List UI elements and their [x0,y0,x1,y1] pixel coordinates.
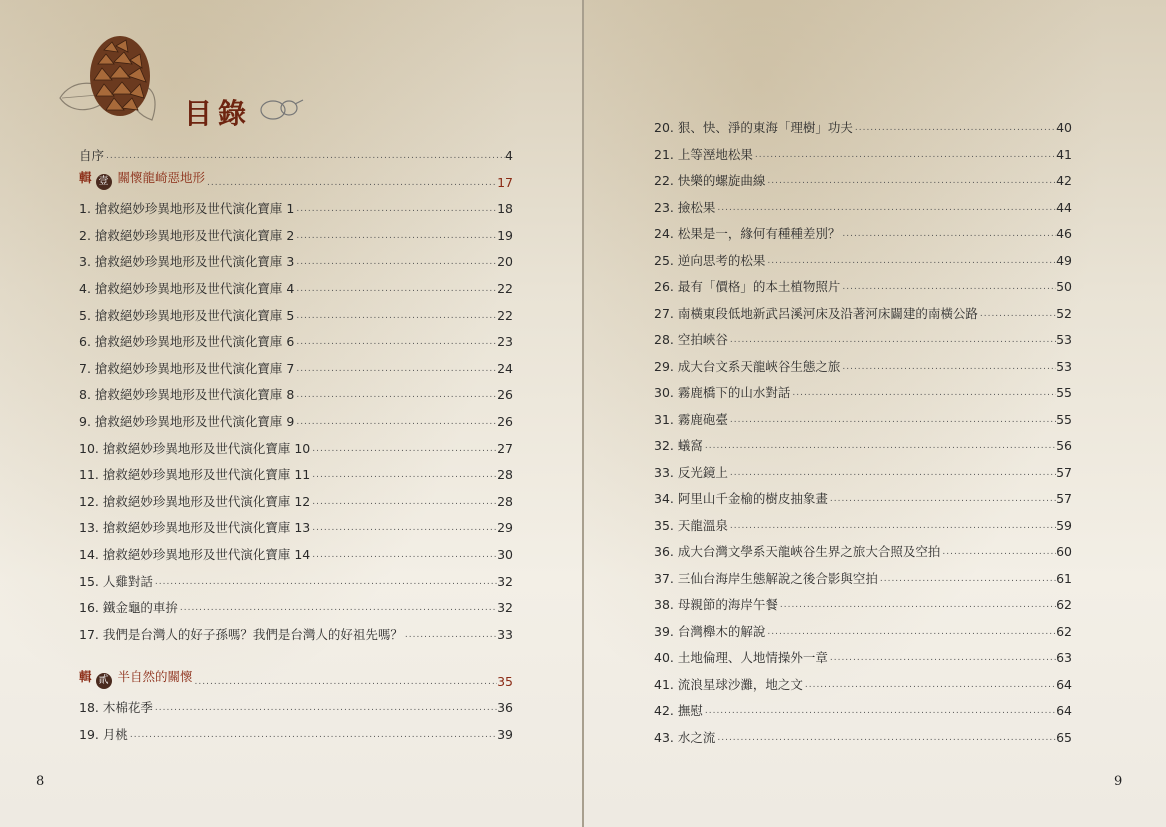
toc-page-number: 53 [1056,332,1072,347]
toc-entry-title: 1. 搶救絕妙珍異地形及世代演化寶庫 1 [79,201,295,217]
toc-entry-title: 35. 天龍溫泉 [654,517,728,533]
toc-row[interactable] [654,696,1072,718]
toc-entry-title: 4. 搶救絕妙珍異地形及世代演化寶庫 4 [79,281,295,296]
toc-row[interactable] [654,537,1072,559]
toc-entry-title: 15. 人雞對話 [79,573,153,589]
toc-page-number: 24 [497,360,513,376]
toc-section-row[interactable] [79,168,513,190]
toc-entry-title: 21. 上等溼地松果 [654,146,753,162]
toc-page-number: 42 [1056,173,1072,188]
dot-leader [294,416,497,428]
toc-entry-title: 9. 搶救絕妙珍異地形及世代演化寶庫 9 [79,414,295,429]
toc-row[interactable] [79,693,513,715]
toc-page-number: 28 [497,493,513,509]
dot-leader [753,149,1056,161]
toc-entry-title: 43. 水之流 [654,729,716,745]
toc-entry-title: 31. 霧鹿砲臺 [654,411,728,427]
toc-page-number: 44 [1056,199,1072,215]
toc-row[interactable] [654,219,1072,241]
toc-row[interactable] [79,720,513,742]
toc-row[interactable] [79,407,513,429]
dot-leader [790,387,1056,399]
toc-page-number: 55 [1056,385,1072,400]
dot-leader [828,493,1056,505]
toc-page-number: 19 [497,227,513,243]
dot-leader [765,255,1056,267]
section-title: 半自然的關懷 [117,669,193,684]
dot-leader [878,573,1056,585]
dot-leader [294,230,497,242]
dot-leader [728,414,1056,426]
toc-page-number: 46 [1056,226,1072,241]
toc-page-number: 33 [497,626,513,642]
toc-entry-title: 30. 霧鹿橋下的山水對話 [654,385,791,400]
dot-leader [294,389,497,401]
toc-page-number: 41 [1056,146,1072,162]
toc-entry-title: 22. 快樂的螺旋曲線 [654,173,766,188]
dot-leader [310,443,497,455]
dot-leader [294,336,497,348]
section-title: 關懷龍崎惡地形 [117,169,206,185]
toc-entry-title: 29. 成大台文系天龍峽谷生態之旅 [654,358,841,374]
toc-page-number: 55 [1056,411,1072,427]
toc-row[interactable] [79,141,513,163]
toc-row[interactable] [654,140,1072,162]
toc-entry-title: 17. 我們是台灣人的好子孫嗎？我們是台灣人的好祖先嗎？ [79,626,403,642]
toc-page-number: 17 [497,174,513,190]
toc-page-number: 53 [1056,358,1072,374]
toc-entry-title: 25. 逆向思考的松果 [654,252,766,268]
toc-row[interactable] [654,405,1072,427]
toc-row[interactable] [654,193,1072,215]
toc-page-number: 64 [1056,703,1072,718]
toc-row[interactable] [654,617,1072,639]
section-label: 輯 [79,669,92,684]
dot-leader [853,122,1056,134]
dot-leader [294,283,497,295]
toc-page-number: 28 [497,467,513,483]
toc-page-number: 57 [1056,464,1072,480]
toc-page-number: 39 [497,727,513,742]
toc-row[interactable] [654,643,1072,665]
dot-leader [104,150,505,162]
toc-row[interactable] [654,670,1072,692]
toc-entry-title: 12. 搶救絕妙珍異地形及世代演化寶庫 12 [79,493,311,509]
pine-cone-icon [52,28,172,128]
toc-entry-title: 37. 三仙台海岸生態解說之後合影與空拍 [654,570,878,586]
dot-leader [294,363,497,375]
left-page [0,0,582,827]
page-number: 8 [36,774,45,789]
toc-entry-title: 8. 搶救絕妙珍異地形及世代演化寶庫 8 [79,387,295,403]
toc-page-number: 4 [505,148,513,163]
toc-entry-title: 33. 反光鏡上 [654,464,728,480]
toc-entry-title: 10. 搶救絕妙珍異地形及世代演化寶庫 10 [79,440,311,456]
dot-leader [153,702,497,714]
toc-page-number: 40 [1056,120,1072,135]
toc-entry-title: 26. 最有「價格」的本土植物照片 [654,279,841,294]
section-badge: 壹 [96,174,112,190]
dot-leader [294,256,497,268]
toc-row[interactable] [79,620,513,642]
toc-page-number: 30 [497,547,513,562]
toc-row[interactable] [79,593,513,615]
toc-row[interactable] [654,378,1072,400]
toc-page-number: 32 [497,600,513,616]
toc-row[interactable] [79,380,513,402]
dot-leader [728,520,1056,532]
toc-row[interactable] [654,113,1072,135]
dot-leader [310,469,497,481]
toc-entry-title: 20. 狠、快、淨的東海「理樹」功夫 [654,120,853,135]
toc-entry-title: 39. 台灣櫸木的解說 [654,623,766,639]
toc-row[interactable] [654,590,1072,612]
toc-entry-title: 42. 撫慰 [654,703,703,718]
toc-row[interactable] [654,458,1072,480]
toc-page-number: 26 [497,387,513,403]
toc-entry-title: 5. 搶救絕妙珍異地形及世代演化寶庫 5 [79,307,295,323]
toc-row[interactable] [79,487,513,509]
toc-row[interactable] [79,513,513,535]
toc-row[interactable] [79,301,513,323]
dot-leader [294,203,497,215]
toc-page-number: 49 [1056,252,1072,268]
toc-row[interactable] [79,460,513,482]
toc-entry-title: 18. 木棉花季 [79,700,153,715]
toc-row[interactable] [654,723,1072,745]
dot-leader [765,175,1056,187]
toc-row[interactable] [654,299,1072,321]
toc-row[interactable] [654,564,1072,586]
toc-row[interactable] [79,247,513,269]
toc-entry-title: 3. 搶救絕妙珍異地形及世代演化寶庫 3 [79,254,295,270]
toc-row[interactable] [79,354,513,376]
toc-page-number: 50 [1056,279,1072,294]
toc-page-number: 35 [497,674,513,689]
dot-leader [715,732,1056,744]
dot-leader [703,440,1056,452]
toc-row[interactable] [654,431,1072,453]
toc-page-number: 65 [1056,729,1072,745]
toc-page-number: 64 [1056,676,1072,692]
toc-entry-title: 27. 南橫東段低地新武呂溪河床及沿著河床闢建的南橫公路 [654,305,978,321]
toc-page-number: 36 [497,700,513,715]
toc-section-title [79,670,193,689]
section-label: 輯 [79,169,92,185]
dot-leader [205,177,497,189]
dot-leader [128,729,497,741]
dot-leader [153,576,497,588]
toc-section-title [79,171,205,190]
toc-page-number: 32 [497,573,513,589]
dot-leader [703,705,1056,717]
toc-entry-title: 38. 母親節的海岸午餐 [654,597,778,612]
toc-page-number: 23 [497,334,513,350]
toc-entry-title: 11. 搶救絕妙珍異地形及世代演化寶庫 11 [79,467,311,483]
dot-leader [193,676,498,688]
dot-leader [778,599,1056,611]
toc-page-number: 52 [1056,305,1072,321]
page-number: 9 [1114,774,1123,789]
dot-leader [940,546,1056,558]
dot-leader [403,629,497,641]
toc-page-number: 56 [1056,438,1072,453]
toc-page-number: 57 [1056,491,1072,506]
acorn-icon [255,96,305,122]
dot-leader [310,549,497,561]
toc-entry-title: 23. 撿松果 [654,199,716,215]
toc-entry-title: 34. 阿里山千金榆的樹皮抽象畫 [654,491,828,506]
toc-entry-title: 13. 搶救絕妙珍異地形及世代演化寶庫 13 [79,520,311,536]
toc-entry-title: 19. 月桃 [79,727,128,742]
toc-page-number: 27 [497,440,513,456]
toc-row[interactable] [654,484,1072,506]
toc-page-number: 22 [497,281,513,296]
toc-row[interactable] [654,246,1072,268]
dot-leader [715,202,1056,214]
right-page [584,0,1166,827]
toc-entry-title: 24. 松果是一，緣何有種種差別？ [654,226,841,241]
toc-page-number: 61 [1056,570,1072,586]
toc-row[interactable] [79,274,513,296]
toc-page-number: 22 [497,307,513,323]
toc-page-number: 63 [1056,650,1072,665]
dot-leader [840,281,1056,293]
dot-leader [803,679,1056,691]
dot-leader [178,602,497,614]
dot-leader [728,467,1056,479]
toc-entry-title: 7. 搶救絕妙珍異地形及世代演化寶庫 7 [79,360,295,376]
dot-leader [310,522,497,534]
toc-row[interactable] [654,166,1072,188]
dot-leader [840,361,1056,373]
toc-page-number: 20 [497,254,513,270]
toc-row[interactable] [654,511,1072,533]
page-title: 目錄 [184,97,253,130]
toc-page-number: 62 [1056,623,1072,639]
toc-row[interactable] [79,221,513,243]
toc-entry-title: 41. 流浪星球沙灘，地之文 [654,676,803,692]
toc-entry-title: 40. 土地倫理、人地情操外一章 [654,650,828,665]
toc-entry-title: 14. 搶救絕妙珍異地形及世代演化寶庫 14 [79,547,311,562]
toc-entry-title: 16. 鐵金龜的車拚 [79,600,178,616]
toc-entry-title: 2. 搶救絕妙珍異地形及世代演化寶庫 2 [79,227,295,243]
toc-row[interactable] [654,352,1072,374]
toc-page-number: 29 [497,520,513,536]
dot-leader [828,652,1056,664]
toc-page-number: 62 [1056,597,1072,612]
dot-leader [840,228,1056,240]
toc-row[interactable] [79,540,513,562]
toc-page-number: 60 [1056,544,1072,559]
toc-entry-title: 32. 蟻窩 [654,438,703,453]
toc-page-number: 26 [497,414,513,429]
toc-row[interactable] [79,327,513,349]
toc-section-row[interactable] [79,667,513,689]
toc-entry-title: 自序 [79,148,105,163]
dot-leader [765,626,1056,638]
toc-entry-title: 6. 搶救絕妙珍異地形及世代演化寶庫 6 [79,334,295,350]
dot-leader [978,308,1056,320]
toc-entry-title: 36. 成大台灣文學系天龍峽谷生界之旅大合照及空拍 [654,544,941,559]
toc-page-number: 59 [1056,517,1072,533]
dot-leader [294,310,497,322]
dot-leader [728,334,1056,346]
toc-row[interactable] [79,567,513,589]
section-badge: 貳 [96,673,112,689]
dot-leader [310,496,497,508]
toc-page-number: 18 [497,201,513,217]
toc-entry-title: 28. 空拍峽谷 [654,332,728,347]
toc-row[interactable] [654,325,1072,347]
toc-row[interactable] [79,194,513,216]
toc-row[interactable] [654,272,1072,294]
toc-row[interactable] [79,434,513,456]
